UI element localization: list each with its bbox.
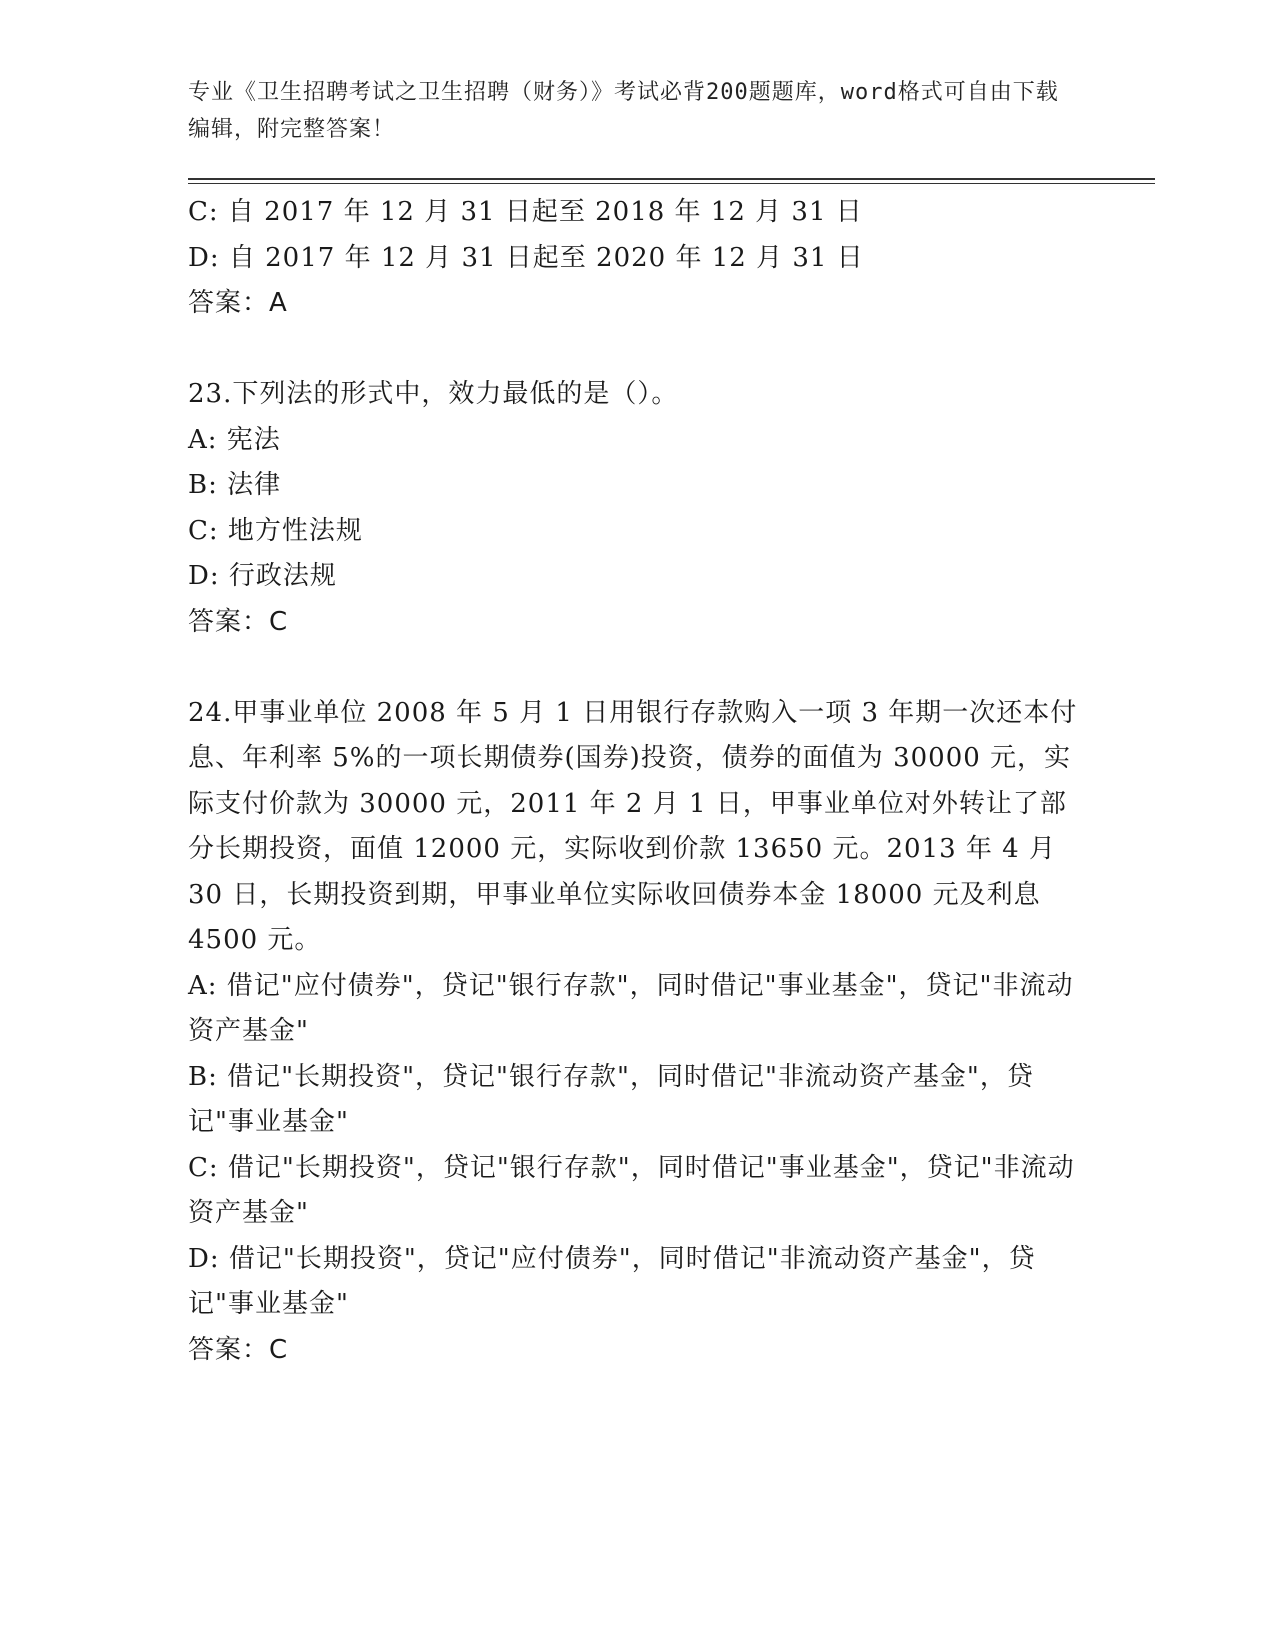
option-a: A: 宪法 — [188, 424, 281, 455]
option-a: A: 借记"应付债券"，贷记"银行存款"，同时借记"事业基金"，贷记"非流动资产基金" — [188, 970, 1074, 1046]
option-b: B: 法律 — [188, 470, 282, 500]
question-22-continued — [188, 190, 1078, 327]
option-c: C: 借记"长期投资"，贷记"银行存款"，同时借记"事业基金"，贷记"非流动资产基金" — [188, 1152, 1075, 1228]
answer: 答案：C — [188, 606, 289, 637]
question-stem: 23.下列法的形式中，效力最低的是（）。 — [188, 379, 679, 409]
question-24 — [188, 691, 1078, 1374]
question-stem: 24.甲事业单位 2008 年 5 月 1 日用银行存款购入一项 3 年期一次还本付息、年利率 5%的一项长期债券(国券)投资，债券的面值为 30000 元，实际支付价款为 30000 元，2011 年 2 月 1 日，甲事业单位对外转让了部分长期投资，面值 12000 元，实际收到价款 13650 元。2013 年 4 月 30 日，长期投资到期，甲事业单位实际收回债券本金 18000 元及利息 4500 元。 — [188, 697, 1078, 955]
option-d: D: 自 2017 年 12 月 31 日起至 2020 年 12 月 31 日 — [188, 242, 864, 273]
header-divider-thin — [188, 183, 1155, 184]
spacer — [188, 645, 1078, 691]
option-b: B: 借记"长期投资"，贷记"银行存款"，同时借记"非流动资产基金"，贷记"事业基金" — [188, 1061, 1034, 1137]
option-d: D: 借记"长期投资"，贷记"应付债券"，同时借记"非流动资产基金"，贷记"事业基金" — [188, 1243, 1036, 1319]
answer: 答案：A — [188, 288, 288, 318]
question-content — [188, 190, 1078, 1373]
option-c: C: 自 2017 年 12 月 31 日起至 2018 年 12 月 31 日 — [188, 197, 863, 227]
question-23 — [188, 372, 1078, 645]
header-divider-thick — [188, 178, 1155, 180]
spacer — [188, 327, 1078, 373]
option-d: D: 行政法规 — [188, 561, 337, 591]
answer: 答案：C — [188, 1334, 289, 1365]
document-header: 专业《卫生招聘考试之卫生招聘（财务）》考试必背200题题库，word格式可自由下载编辑，附完整答案！ — [188, 80, 1059, 142]
option-c: C: 地方性法规 — [188, 515, 363, 546]
